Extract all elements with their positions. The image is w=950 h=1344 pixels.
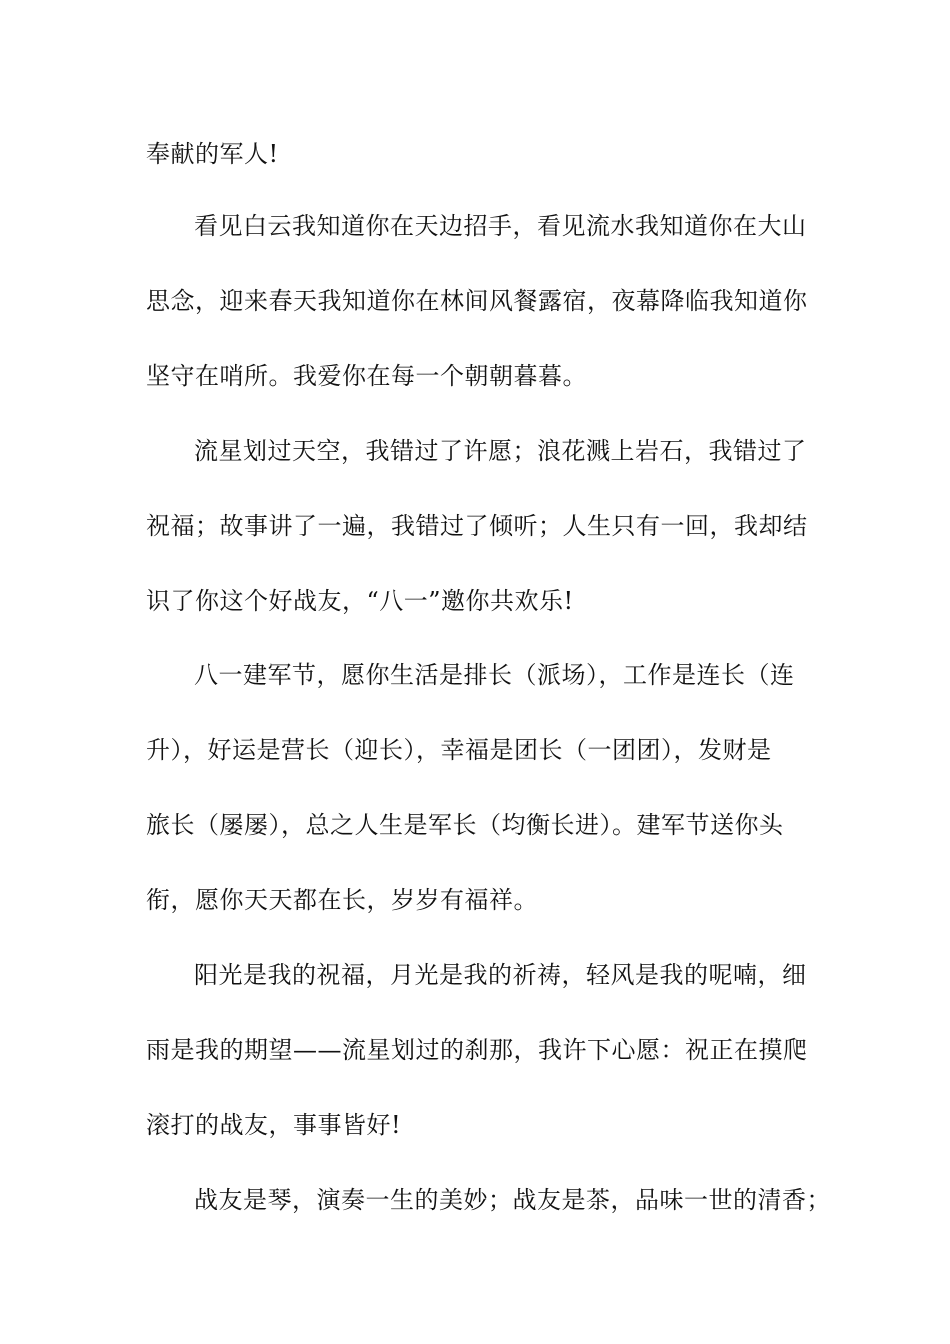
- text-line: 奉献的军人!: [146, 140, 279, 168]
- text-line: 阳光是我的祝福，月光是我的祈祷，轻风是我的呢喃，细: [194, 961, 807, 989]
- text-line: 滚打的战友，事事皆好!: [146, 1111, 402, 1139]
- text-line: 雨是我的期望——流星划过的刹那，我许下心愿：祝正在摸爬: [146, 1036, 808, 1064]
- text-line: 旅长（屡屡），总之人生是军长（均衡长进）。建军节送你头: [146, 811, 784, 839]
- text-line: 祝福；故事讲了一遍，我错过了倾听；人生只有一回，我却结: [146, 512, 808, 540]
- text-line: 升），好运是营长（迎长），幸福是团长（一团团），发财是: [146, 736, 772, 764]
- text-line: 衔，愿你天天都在长，岁岁有福祥。: [146, 886, 538, 914]
- text-line: 流星划过天空，我错过了许愿；浪花溅上岩石，我错过了: [194, 437, 807, 465]
- text-line: 看见白云我知道你在天边招手，看见流水我知道你在大山: [194, 212, 807, 240]
- text-line: 八一建军节，愿你生活是排长（派场），工作是连长（连: [194, 661, 795, 689]
- text-line: 识了你这个好战友，“八一”邀你共欢乐!: [146, 587, 574, 615]
- text-line: 思念，迎来春天我知道你在林间风餐露宿，夜幕降临我知道你: [146, 287, 808, 315]
- text-line: 坚守在哨所。我爱你在每一个朝朝暮暮。: [146, 362, 587, 390]
- text-line: 战友是琴，演奏一生的美妙；战友是茶，品味一世的清香；: [194, 1186, 831, 1214]
